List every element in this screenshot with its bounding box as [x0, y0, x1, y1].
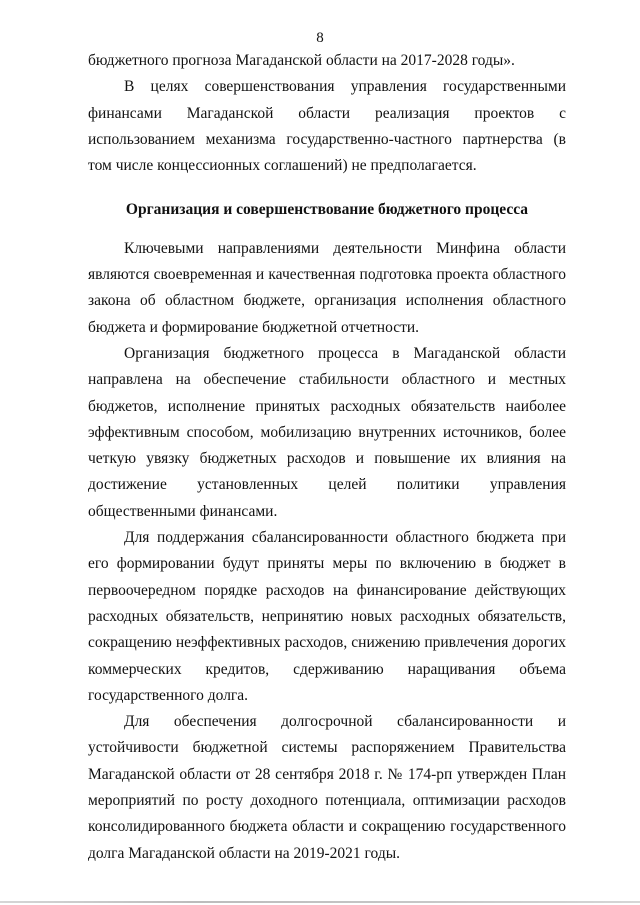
paragraph-action-plan: Для обеспечения долгосрочной сбалансированности и устойчивости бюджетной системы распоряжением Правительства Магаданской области от 28 сентября 2018 г. № 174-рп утвержден План мероприятий по росту доходного потенциала, оптимизации расходов консолидированного бюджета области и сокращению государственного долга Магаданской области на 2019-2021 годы.: [88, 713, 566, 862]
paragraph-budget-process: Организация бюджетного процесса в Магаданской области направлена на обеспечение стабильности областного и местных бюджетов, исполнение принятых расходных обязательств наиболее эффективным способом, мобилизацию внутренних источников, более четкую увязку бюджетных расходов и повышение их влияния на достижение установленных целей политики управления общественными финансами.: [88, 344, 566, 520]
paragraph-continuation: бюджетного прогноза Магаданской области на 2017-2028 годы».: [88, 52, 515, 69]
spacer: [88, 224, 566, 236]
paragraph-key-directions: Ключевыми направлениями деятельности Минфина области являются своевременная и качественная подготовка проекта областного закона об областном бюджете, организация исполнения областного бюджета и формирование бюджетной отчетности.: [88, 239, 566, 336]
page-number: 8: [316, 30, 324, 46]
paragraph-ppp: В целях совершенствования управления государственными финансами Магаданской области реализация проектов с использованием механизма государственно-частного партнерства (в том числе концессионных соглашений) не предполагается.: [88, 78, 566, 175]
paragraph-balance-measures: Для поддержания сбалансированности областного бюджета при его формировании будут приняты меры по включению в бюджет в первоочередном порядке расходов на финансирование действующих расходных обязательств, непринятию новых расходных обязательств, сокращению неэффективных расходов, снижению привлечения дорогих коммерческих кредитов, сдерживанию наращивания объема государственного долга.: [88, 529, 566, 704]
document-body: [88, 48, 566, 867]
spacer: [88, 179, 566, 197]
section-heading: Организация и совершенствование бюджетного процесса: [125, 201, 529, 219]
scan-bottom-edge: [0, 901, 640, 903]
